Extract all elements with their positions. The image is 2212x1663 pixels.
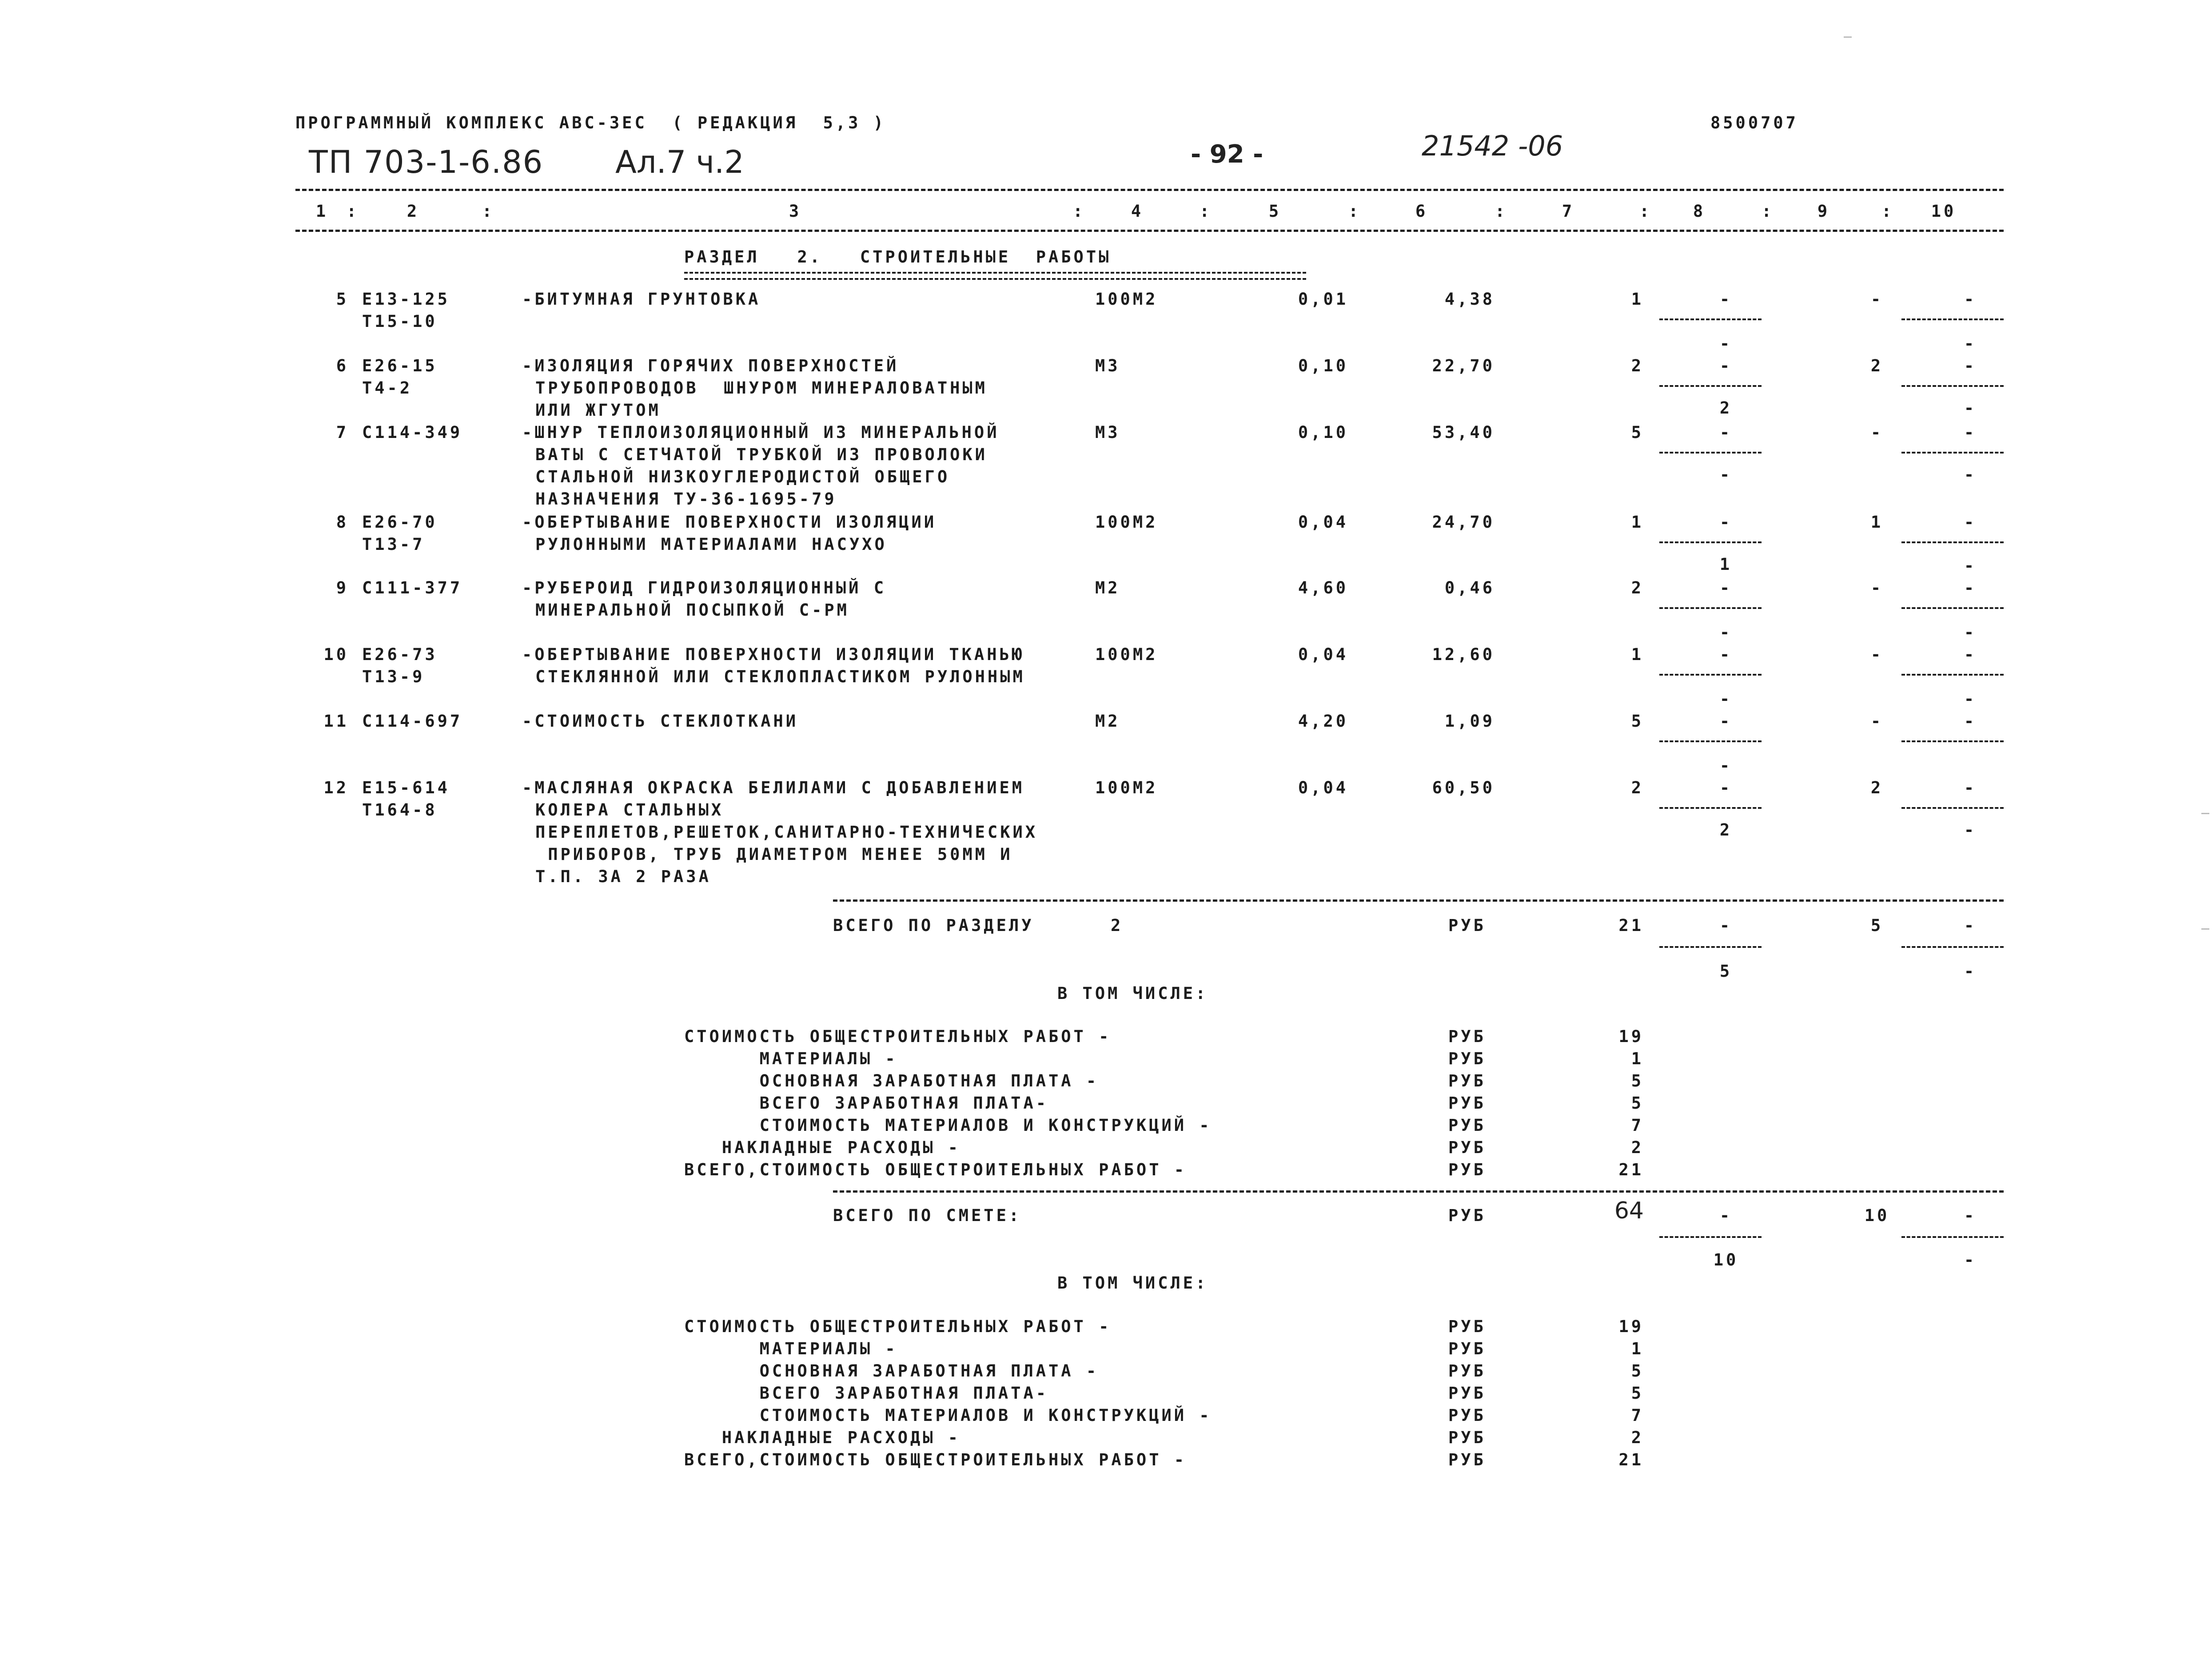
- row-col10-fraction: [1901, 740, 2004, 742]
- breakdown-label: ВСЕГО,СТОИМОСТЬ ОБЩЕСТРОИТЕЛЬНЫХ РАБОТ -: [684, 1450, 1187, 1469]
- breakdown-unit: РУБ: [1448, 1361, 1486, 1381]
- row-number: 5: [336, 290, 349, 309]
- row-code: С114-349: [362, 423, 463, 442]
- row-quantity: 4,60: [1298, 578, 1348, 597]
- section-total-col10: -: [1964, 916, 1977, 935]
- row-col9: -: [1870, 712, 1884, 731]
- row-code-secondary: Т13-9: [362, 667, 425, 686]
- row-col8-fraction: [1659, 541, 1762, 543]
- row-total: 2: [1631, 778, 1644, 797]
- row-col10: -: [1964, 578, 1977, 597]
- row-col8-fraction: [1659, 674, 1762, 676]
- row-description-line: -БИТУМНАЯ ГРУНТОВКА: [522, 290, 761, 309]
- row-number: 7: [336, 423, 349, 442]
- breakdown-value: 7: [1631, 1116, 1644, 1135]
- row-col8-fraction: [1659, 385, 1762, 387]
- breakdown-label: ВСЕГО ЗАРАБОТНАЯ ПЛАТА-: [684, 1094, 1049, 1113]
- section-underline-2: [684, 278, 1306, 280]
- row-col8-bottom: -: [1719, 465, 1733, 484]
- breakdown-unit: РУБ: [1448, 1406, 1486, 1425]
- row-total: 1: [1631, 645, 1644, 664]
- row-col10-top: -: [1964, 334, 1977, 353]
- estimate-total-col8-fraction: [1659, 1236, 1762, 1238]
- row-col8-fraction: [1659, 318, 1762, 320]
- estimate-total-value: 64: [1614, 1198, 1644, 1224]
- row-unit: 100М2: [1095, 778, 1158, 797]
- column-number: 7: [1562, 202, 1575, 221]
- row-unit-price: 22,70: [1432, 356, 1495, 375]
- section-title: РАЗДЕЛ 2. СТРОИТЕЛЬНЫЕ РАБОТЫ: [684, 247, 1112, 267]
- breakdown-value: 19: [1618, 1317, 1644, 1336]
- row-col8-bottom: 2: [1719, 398, 1733, 418]
- column-number: 5: [1268, 202, 1282, 221]
- row-code-secondary: Т13-7: [362, 535, 425, 554]
- row-total: 2: [1631, 578, 1644, 597]
- row-col10: -: [1964, 423, 1977, 442]
- row-code: Е13-125: [362, 290, 450, 309]
- breakdown-unit: РУБ: [1448, 1339, 1486, 1358]
- row-quantity: 0,10: [1298, 423, 1348, 442]
- column-separator: :: [1495, 202, 1508, 221]
- breakdown-unit: РУБ: [1448, 1094, 1486, 1113]
- row-unit-price: 1,09: [1444, 712, 1495, 731]
- row-description-line: -ИЗОЛЯЦИЯ ГОРЯЧИХ ПОВЕРХНОСТЕЙ: [522, 356, 899, 375]
- row-unit-price: 53,40: [1432, 423, 1495, 442]
- row-col8-fraction: [1659, 607, 1762, 609]
- estimate-total-label: ВСЕГО ПО СМЕТЕ:: [833, 1206, 1022, 1225]
- row-code-secondary: Т4-2: [362, 378, 413, 398]
- row-col9: 2: [1870, 356, 1884, 375]
- breakdown-unit: РУБ: [1448, 1116, 1486, 1135]
- row-col9: -: [1870, 423, 1884, 442]
- column-number: 1: [315, 202, 329, 221]
- row-description-line: СТЕКЛЯННОЙ ИЛИ СТЕКЛОПЛАСТИКОМ РУЛОННЫМ: [535, 667, 1025, 686]
- breakdown-label: ОСНОВНАЯ ЗАРАБОТНАЯ ПЛАТА -: [684, 1361, 1099, 1381]
- row-description-line: КОЛЕРА СТАЛЬНЫХ: [535, 800, 724, 820]
- column-separator: :: [1639, 202, 1652, 221]
- row-col8-fraction: [1659, 807, 1762, 809]
- breakdown-value: 21: [1618, 1160, 1644, 1179]
- row-code-secondary: Т15-10: [362, 312, 438, 331]
- row-unit: М3: [1095, 356, 1120, 375]
- row-description-line: ИЛИ ЖГУТОМ: [535, 401, 661, 420]
- row-col8: -: [1719, 778, 1733, 797]
- row-description-line: ВАТЫ С СЕТЧАТОЙ ТРУБКОЙ ИЗ ПРОВОЛОКИ: [535, 445, 988, 464]
- estimate-total-col10: -: [1964, 1206, 1977, 1225]
- breakdown-unit: РУБ: [1448, 1160, 1486, 1179]
- breakdown-unit: РУБ: [1448, 1384, 1486, 1403]
- column-separator: :: [1762, 202, 1774, 221]
- row-col10-bottom: -: [1964, 398, 1977, 418]
- row-col10-top: -: [1964, 556, 1977, 575]
- row-unit: М2: [1095, 578, 1120, 597]
- row-col8: -: [1719, 290, 1733, 309]
- section-underline-1: [684, 272, 1306, 274]
- row-unit: 100М2: [1095, 513, 1158, 532]
- scan-speck: [2201, 928, 2209, 930]
- breakdown-value: 1: [1631, 1339, 1644, 1358]
- breakdown-label: НАКЛАДНЫЕ РАСХОДЫ -: [684, 1428, 961, 1447]
- row-description-line: Т.П. ЗА 2 РАЗА: [535, 867, 711, 886]
- estimate-total-col9: 10: [1864, 1206, 1890, 1225]
- row-col10: -: [1964, 513, 1977, 532]
- row-quantity: 0,10: [1298, 356, 1348, 375]
- column-separator: :: [1348, 202, 1361, 221]
- row-code: Е15-614: [362, 778, 450, 797]
- section-total-rule: [833, 899, 2004, 902]
- breakdown-unit: РУБ: [1448, 1071, 1486, 1090]
- column-number: 3: [789, 202, 802, 221]
- section-total-unit: РУБ: [1448, 916, 1486, 935]
- row-col8: -: [1719, 645, 1733, 664]
- row-unit: М2: [1095, 712, 1120, 731]
- breakdown-value: 19: [1618, 1027, 1644, 1046]
- row-unit-price: 12,60: [1432, 645, 1495, 664]
- row-col10: -: [1964, 712, 1977, 731]
- column-separator: :: [1073, 202, 1086, 221]
- breakdown-label: ВСЕГО ЗАРАБОТНАЯ ПЛАТА-: [684, 1384, 1049, 1403]
- column-number: 10: [1931, 202, 1957, 221]
- row-quantity: 0,04: [1298, 778, 1348, 797]
- scan-speck: [1844, 36, 1852, 38]
- including-label-1: В ТОМ ЧИСЛЕ:: [1057, 984, 1208, 1003]
- breakdown-value: 7: [1631, 1406, 1644, 1425]
- row-number: 10: [323, 645, 349, 664]
- breakdown-value: 5: [1631, 1384, 1644, 1403]
- row-col8-fraction: [1659, 452, 1762, 454]
- breakdown-unit: РУБ: [1448, 1317, 1486, 1336]
- column-separator: :: [347, 202, 359, 221]
- row-description-line: РУЛОННЫМИ МАТЕРИАЛАМИ НАСУХО: [535, 535, 887, 554]
- row-col10: -: [1964, 645, 1977, 664]
- row-unit-price: 0,46: [1444, 578, 1495, 597]
- breakdown-value: 2: [1631, 1428, 1644, 1447]
- breakdown-label: НАКЛАДНЫЕ РАСХОДЫ -: [684, 1138, 961, 1157]
- row-code: Е26-70: [362, 513, 438, 532]
- row-description-line: НАЗНАЧЕНИЯ ТУ-36-1695-79: [535, 489, 837, 509]
- row-col10-fraction: [1901, 541, 2004, 543]
- estimate-total-col10-bottom: -: [1964, 1250, 1977, 1269]
- row-col8-top: -: [1719, 756, 1733, 775]
- row-description-line: ПРИБОРОВ, ТРУБ ДИАМЕТРОМ МЕНЕЕ 50ММ И: [535, 845, 1013, 864]
- column-number: 4: [1131, 202, 1144, 221]
- row-description-line: -ОБЕРТЫВАНИЕ ПОВЕРХНОСТИ ИЗОЛЯЦИИ: [522, 513, 937, 532]
- row-unit-price: 24,70: [1432, 513, 1495, 532]
- breakdown-label: СТОИМОСТЬ МАТЕРИАЛОВ И КОНСТРУКЦИЙ -: [684, 1116, 1212, 1135]
- column-separator: :: [482, 202, 495, 221]
- row-description-line: ТРУБОПРОВОДОВ ШНУРОМ МИНЕРАЛОВАТНЫМ: [535, 378, 988, 398]
- section-total-number: 2: [1111, 916, 1124, 935]
- row-number: 12: [323, 778, 349, 797]
- breakdown-value: 5: [1631, 1094, 1644, 1113]
- estimate-total-rule: [833, 1190, 2004, 1193]
- scan-speck: [2201, 813, 2209, 814]
- column-number: 9: [1817, 202, 1830, 221]
- estimate-total-col8-bottom: 10: [1713, 1250, 1739, 1269]
- section-total-col9: 5: [1870, 916, 1884, 935]
- row-code: Е26-15: [362, 356, 438, 375]
- breakdown-label: СТОИМОСТЬ ОБЩЕСТРОИТЕЛЬНЫХ РАБОТ -: [684, 1027, 1112, 1046]
- column-separator: :: [1200, 202, 1212, 221]
- breakdown-unit: РУБ: [1448, 1049, 1486, 1068]
- row-unit-price: 60,50: [1432, 778, 1495, 797]
- row-quantity: 0,04: [1298, 645, 1348, 664]
- including-label-2: В ТОМ ЧИСЛЕ:: [1057, 1273, 1208, 1293]
- row-number: 6: [336, 356, 349, 375]
- row-col9: 1: [1870, 513, 1884, 532]
- program-title: ПРОГРАММНЫЙ КОМПЛЕКС АВС-ЗЕС ( РЕДАКЦИЯ 5,3 ): [295, 113, 886, 132]
- row-total: 1: [1631, 513, 1644, 532]
- row-quantity: 4,20: [1298, 712, 1348, 731]
- section-total-label: ВСЕГО ПО РАЗДЕЛУ: [833, 916, 1034, 935]
- breakdown-unit: РУБ: [1448, 1428, 1486, 1447]
- row-description-line: -МАСЛЯНАЯ ОКРАСКА БЕЛИЛАМИ С ДОБАВЛЕНИЕМ: [522, 778, 1025, 797]
- row-col8-top: -: [1719, 689, 1733, 708]
- row-number: 9: [336, 578, 349, 597]
- row-description-line: МИНЕРАЛЬНОЙ ПОСЫПКОЙ С-РМ: [535, 601, 849, 620]
- row-col8-bottom: 1: [1719, 555, 1733, 574]
- row-col10-fraction: [1901, 807, 2004, 809]
- row-col9: 2: [1870, 778, 1884, 797]
- row-col10: -: [1964, 290, 1977, 309]
- row-col10-fraction: [1901, 607, 2004, 609]
- breakdown-unit: РУБ: [1448, 1450, 1486, 1469]
- breakdown-value: 5: [1631, 1361, 1644, 1381]
- row-col8: -: [1719, 356, 1733, 375]
- column-number: 6: [1415, 202, 1428, 221]
- breakdown-label: ВСЕГО,СТОИМОСТЬ ОБЩЕСТРОИТЕЛЬНЫХ РАБОТ -: [684, 1160, 1187, 1179]
- row-code: Е26-73: [362, 645, 438, 664]
- row-total: 2: [1631, 356, 1644, 375]
- header-top-rule: [295, 189, 2004, 191]
- breakdown-label: СТОИМОСТЬ ОБЩЕСТРОИТЕЛЬНЫХ РАБОТ -: [684, 1317, 1112, 1336]
- row-col9: -: [1870, 290, 1884, 309]
- row-description-line: -ОБЕРТЫВАНИЕ ПОВЕРХНОСТИ ИЗОЛЯЦИИ ТКАНЬЮ: [522, 645, 1025, 664]
- document-code: 8500707: [1710, 113, 1798, 132]
- row-unit: 100М2: [1095, 290, 1158, 309]
- row-col10-bottom: -: [1964, 465, 1977, 484]
- row-number: 11: [323, 712, 349, 731]
- row-unit: 100М2: [1095, 645, 1158, 664]
- section-total-col8-fraction: [1659, 946, 1762, 948]
- row-description-line: -РУБЕРОИД ГИДРОИЗОЛЯЦИОННЫЙ С: [522, 578, 887, 597]
- row-unit: М3: [1095, 423, 1120, 442]
- row-quantity: 0,01: [1298, 290, 1348, 309]
- row-col10-fraction: [1901, 385, 2004, 387]
- breakdown-value: 21: [1618, 1450, 1644, 1469]
- breakdown-value: 2: [1631, 1138, 1644, 1157]
- row-col8: -: [1719, 513, 1733, 532]
- row-quantity: 0,04: [1298, 513, 1348, 532]
- breakdown-value: 1: [1631, 1049, 1644, 1068]
- column-number: 2: [407, 202, 420, 221]
- row-description-line: ПЕРЕПЛЕТОВ,РЕШЕТОК,САНИТАРНО-ТЕХНИЧЕСКИХ: [535, 823, 1038, 842]
- section-total-col8-bottom: 5: [1719, 962, 1733, 981]
- row-total: 5: [1631, 712, 1644, 731]
- row-col9: -: [1870, 645, 1884, 664]
- row-description-line: -СТОИМОСТЬ СТЕКЛОТКАНИ: [522, 712, 799, 731]
- estimate-total-col8: -: [1719, 1206, 1733, 1225]
- breakdown-label: МАТЕРИАЛЫ -: [684, 1339, 898, 1358]
- section-total-col8: -: [1719, 916, 1733, 935]
- project-number: ТП 703-1-6.86: [309, 144, 544, 180]
- row-col8-top: -: [1719, 334, 1733, 353]
- row-col9: -: [1870, 578, 1884, 597]
- page-number: - 92 -: [1191, 140, 1263, 169]
- column-number: 8: [1693, 202, 1706, 221]
- estimate-total-col10-fraction: [1901, 1236, 2004, 1238]
- row-col10-fraction: [1901, 318, 2004, 320]
- row-col8: -: [1719, 712, 1733, 731]
- album-number: Ал.7 ч.2: [615, 144, 744, 180]
- breakdown-label: МАТЕРИАЛЫ -: [684, 1049, 898, 1068]
- breakdown-value: 5: [1631, 1071, 1644, 1090]
- row-col8-bottom: 2: [1719, 820, 1733, 839]
- row-code: С114-697: [362, 712, 463, 731]
- row-total: 1: [1631, 290, 1644, 309]
- section-total-col10-fraction: [1901, 946, 2004, 948]
- row-col8-top: -: [1719, 623, 1733, 642]
- column-separator: :: [1881, 202, 1894, 221]
- row-code-secondary: Т164-8: [362, 800, 438, 820]
- row-description-line: -ШНУР ТЕПЛОИЗОЛЯЦИОННЫЙ ИЗ МИНЕРАЛЬНОЙ: [522, 423, 1000, 442]
- estimate-total-unit: РУБ: [1448, 1206, 1486, 1225]
- row-col10: -: [1964, 356, 1977, 375]
- breakdown-unit: РУБ: [1448, 1027, 1486, 1046]
- row-code: С111-377: [362, 578, 463, 597]
- header-bottom-rule: [295, 230, 2004, 232]
- section-total-value: 21: [1618, 916, 1644, 935]
- row-col10: -: [1964, 778, 1977, 797]
- row-number: 8: [336, 513, 349, 532]
- row-col10-top: -: [1964, 689, 1977, 708]
- document-number: 21542 -06: [1422, 130, 1563, 162]
- section-total-col10-bottom: -: [1964, 962, 1977, 981]
- row-col8: -: [1719, 423, 1733, 442]
- row-col8-fraction: [1659, 740, 1762, 742]
- breakdown-label: ОСНОВНАЯ ЗАРАБОТНАЯ ПЛАТА -: [684, 1071, 1099, 1090]
- row-col10-bottom: -: [1964, 820, 1977, 839]
- row-total: 5: [1631, 423, 1644, 442]
- row-col10-top: -: [1964, 623, 1977, 642]
- row-unit-price: 4,38: [1444, 290, 1495, 309]
- breakdown-unit: РУБ: [1448, 1138, 1486, 1157]
- row-col8: -: [1719, 578, 1733, 597]
- row-description-line: СТАЛЬНОЙ НИЗКОУГЛЕРОДИСТОЙ ОБЩЕГО: [535, 467, 950, 486]
- row-col10-fraction: [1901, 674, 2004, 676]
- row-col10-fraction: [1901, 452, 2004, 454]
- breakdown-label: СТОИМОСТЬ МАТЕРИАЛОВ И КОНСТРУКЦИЙ -: [684, 1406, 1212, 1425]
